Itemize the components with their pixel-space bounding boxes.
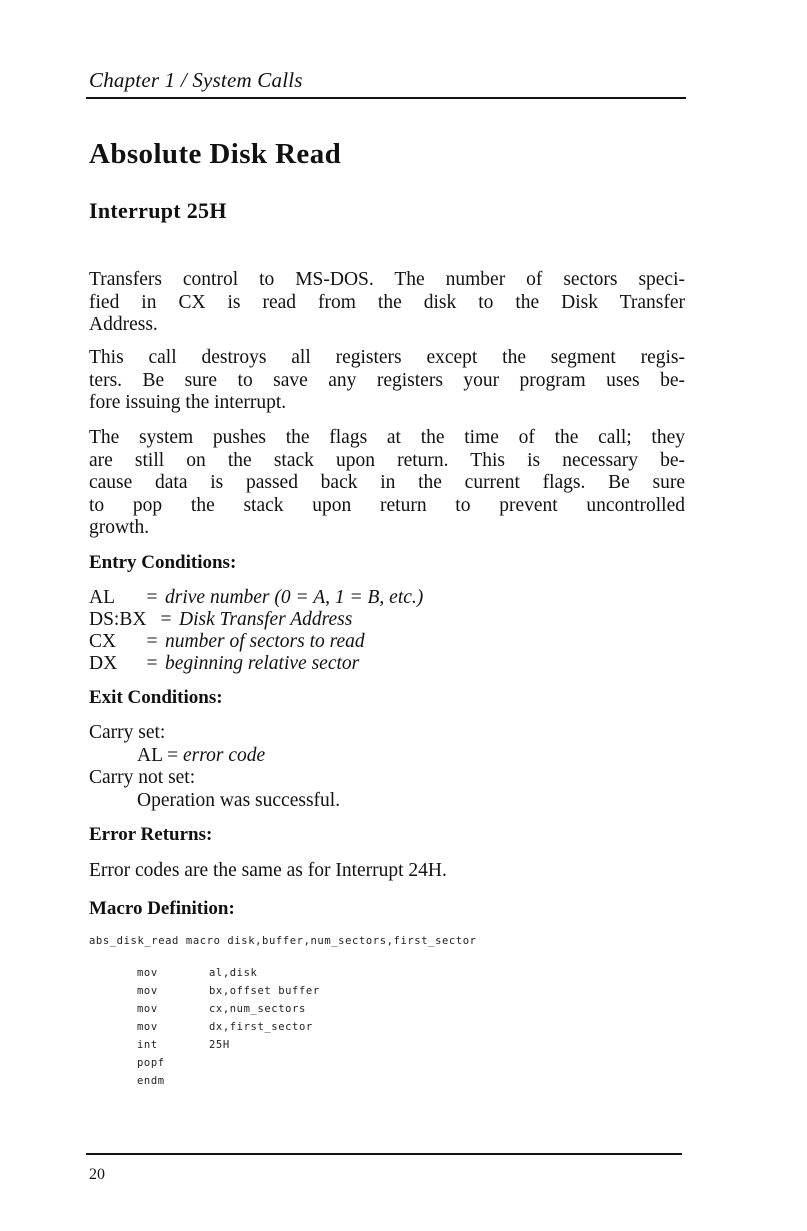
error-returns-heading: Error Returns: [89, 824, 213, 845]
paragraph-line: Transfers control to MS-DOS. The number of sectors speci- [89, 269, 685, 290]
paragraph-line: ters. Be sure to save any registers your program uses be- [89, 369, 685, 391]
entry-conditions-heading: Entry Conditions: [89, 552, 237, 573]
register-description: error code [183, 744, 266, 766]
register-name: DS:BX [89, 609, 147, 630]
register-description: drive number (0 = A, 1 = B, etc.) [165, 587, 424, 608]
code-op: mov [137, 1021, 158, 1033]
footer-rule [86, 1153, 682, 1155]
code-args: bx,offset buffer [209, 985, 320, 997]
paragraph-1 [89, 269, 685, 337]
register-name: DX [89, 653, 118, 674]
paragraph-line: Address. [89, 314, 158, 336]
paragraph-line: The system pushes the flags at the time of the call; they [89, 427, 685, 448]
macro-definition-heading: Macro Definition: [89, 898, 235, 919]
code-op: mov [137, 1003, 158, 1015]
macro-header-line: abs_disk_read macro disk,buffer,num_sectors,first_sector [89, 935, 477, 947]
register-description: number of sectors to read [165, 631, 365, 652]
register-name: CX [89, 631, 117, 652]
paragraph-line: This call destroys all registers except the segment regis- [89, 347, 685, 368]
code-op: popf [137, 1057, 165, 1069]
paragraph-line: cause data is passed back in the current flags. Be sure [89, 472, 685, 494]
equals-sign: = [146, 653, 158, 674]
header-rule [86, 97, 686, 99]
equals-sign: = [160, 609, 172, 630]
page-subtitle: Interrupt 25H [89, 198, 227, 223]
register-name: AL [137, 744, 163, 766]
exit-conditions-heading: Exit Conditions: [89, 687, 223, 708]
equals-sign: = [146, 587, 158, 608]
code-op: endm [137, 1075, 165, 1087]
paragraph-line: fore issuing the interrupt. [89, 392, 287, 414]
page-title: Absolute Disk Read [89, 138, 342, 170]
exit-al-row [89, 745, 340, 768]
entry-conditions-list [89, 587, 423, 675]
page-number: 20 [89, 1166, 105, 1183]
error-returns-text: Error codes are the same as for Interrupt 24H. [89, 860, 447, 881]
equals-sign: = [167, 744, 179, 766]
code-op: int [137, 1039, 158, 1051]
success-text: Operation was successful. [137, 789, 341, 811]
code-args: al,disk [209, 967, 258, 979]
paragraph-line: are still on the stack upon return. This is necessary be- [89, 449, 685, 471]
carry-not-set-label: Carry not set: [89, 767, 196, 789]
equals-sign: = [146, 631, 158, 652]
register-description: beginning relative sector [165, 653, 360, 674]
carry-set-label: Carry set: [89, 722, 166, 743]
code-args: cx,num_sectors [209, 1003, 306, 1015]
code-op: mov [137, 985, 158, 997]
running-head: Chapter 1 / System Calls [89, 68, 303, 92]
paragraph-line: to pop the stack upon return to prevent uncontrolled [89, 494, 685, 516]
code-op: mov [137, 967, 158, 979]
entry-row [89, 609, 423, 631]
register-description: Disk Transfer Address [179, 609, 353, 630]
paragraph-line: growth. [89, 517, 150, 539]
entry-row [89, 653, 423, 675]
paragraph-2 [89, 347, 685, 415]
entry-row [89, 587, 423, 609]
paragraph-3 [89, 427, 685, 540]
paragraph-line: fied in CX is read from the disk to the Disk Transfer [89, 291, 685, 313]
code-args: 25H [209, 1039, 230, 1051]
code-args: dx,first_sector [209, 1021, 313, 1033]
exit-conditions-list [89, 722, 340, 812]
entry-row [89, 631, 423, 653]
register-name: AL [89, 587, 115, 608]
